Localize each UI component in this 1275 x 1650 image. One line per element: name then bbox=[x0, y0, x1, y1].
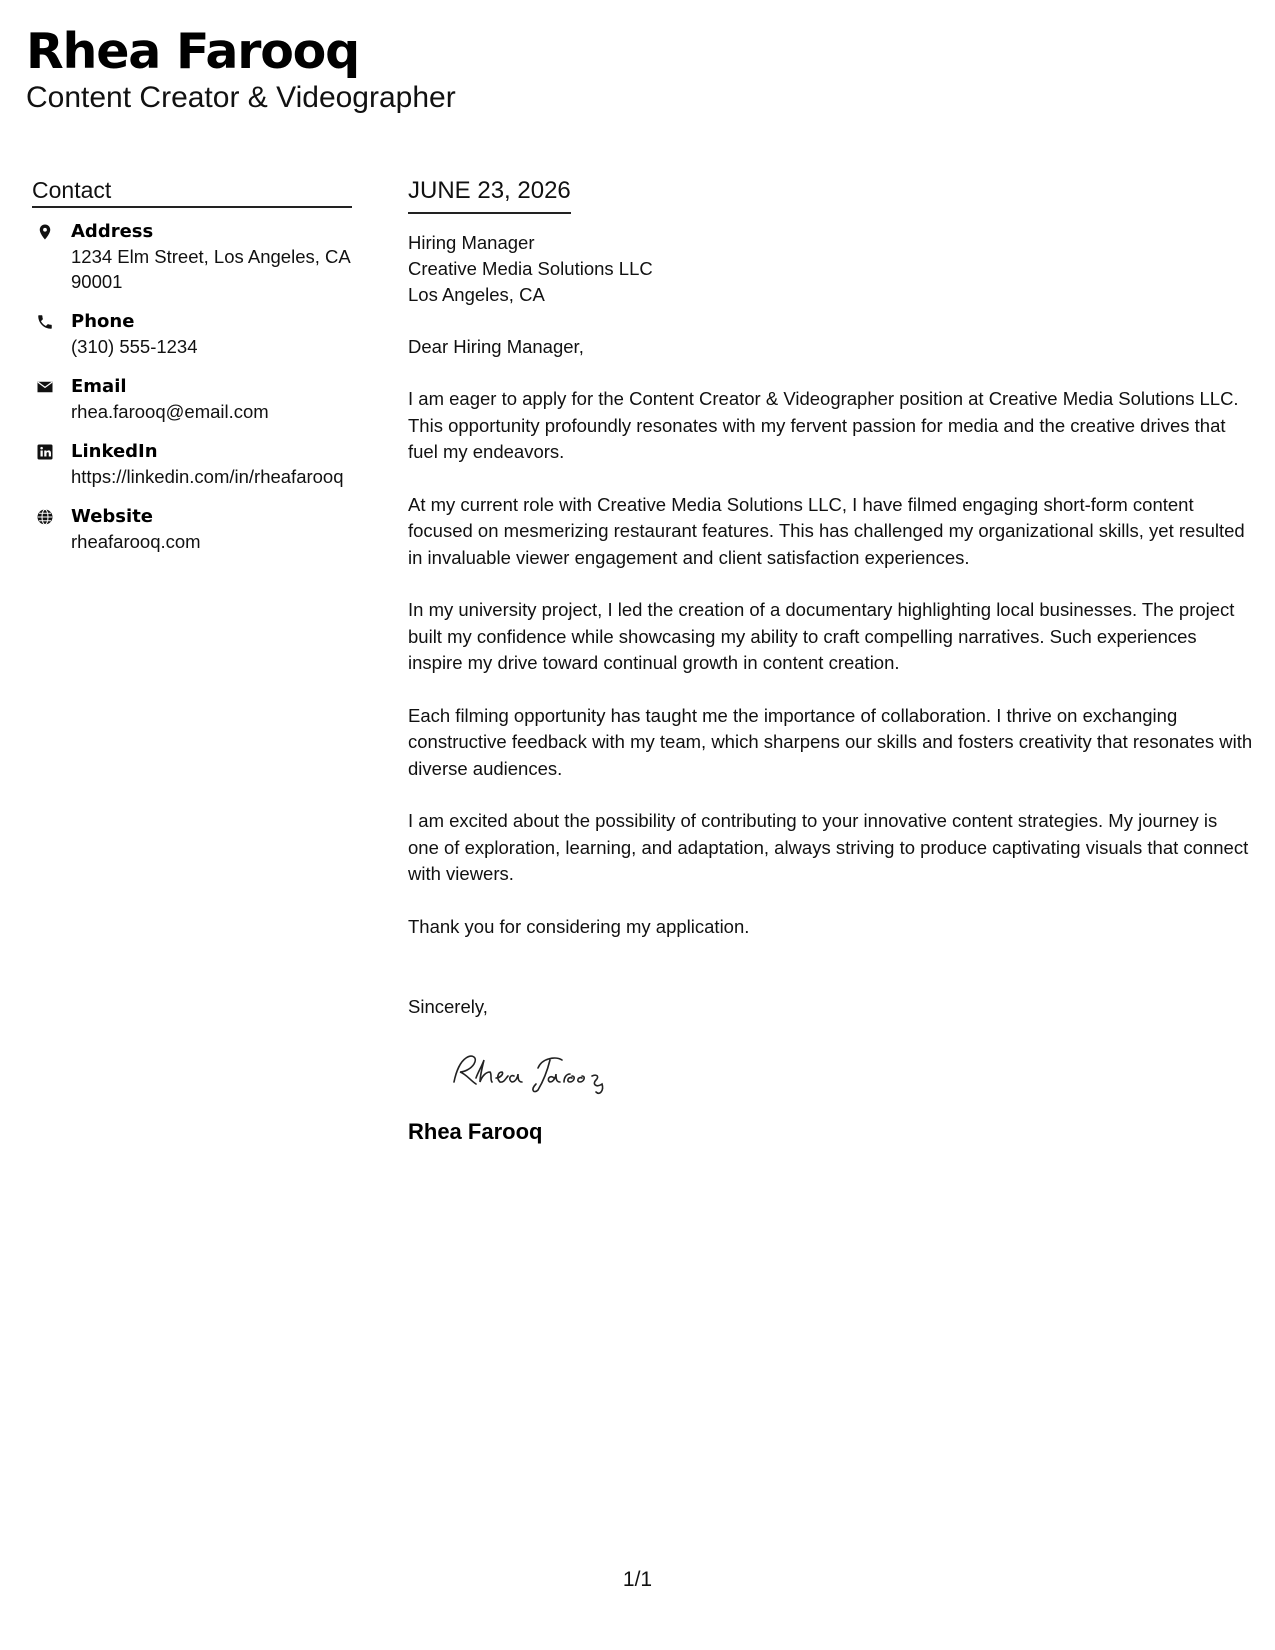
letter-date: JUNE 23, 2026 bbox=[408, 176, 571, 214]
contact-value-phone: (310) 555-1234 bbox=[71, 336, 198, 357]
contact-value-website[interactable]: rheafarooq.com bbox=[71, 531, 201, 552]
contact-value-address: 1234 Elm Street, Los Angeles, CA 90001 bbox=[71, 246, 350, 292]
recipient-location: Los Angeles, CA bbox=[408, 284, 545, 305]
recipient-block bbox=[408, 230, 1253, 308]
contact-value-linkedin[interactable]: https://linkedin.com/in/rheafarooq bbox=[71, 466, 344, 487]
contact-list bbox=[32, 220, 352, 554]
letter-body bbox=[408, 176, 1253, 1146]
header bbox=[26, 22, 456, 116]
signer-name: Rhea Farooq bbox=[408, 1119, 543, 1144]
body-paragraph: I am eager to apply for the Content Creator & Videographer position at Creative Media Solutions LLC. This opportunity profoundly resonates with my fervent passion for media and the creative drives that fuel my endeavors. bbox=[408, 388, 1239, 462]
candidate-title: Content Creator & Videographer bbox=[26, 81, 456, 114]
handwritten-signature bbox=[408, 1048, 1253, 1100]
contact-label: Phone bbox=[71, 311, 135, 332]
contact-item-linkedin bbox=[32, 440, 352, 489]
contact-label: Email bbox=[71, 376, 127, 397]
contact-item-address bbox=[32, 220, 352, 294]
contact-item-email bbox=[32, 375, 352, 424]
contact-sidebar bbox=[32, 176, 352, 570]
contact-label: Website bbox=[71, 506, 154, 527]
phone-icon bbox=[36, 313, 54, 331]
recipient-title: Hiring Manager bbox=[408, 232, 535, 253]
globe-icon bbox=[36, 508, 54, 526]
body-paragraph: I am excited about the possibility of contributing to your innovative content strategies. My journey is one of exploration, learning, and adaptation, always striving to produce captivating visuals that connect with viewers. bbox=[408, 810, 1249, 884]
map-pin-icon bbox=[36, 223, 54, 241]
body-paragraph: Thank you for considering my application. bbox=[408, 915, 750, 937]
contact-value-email[interactable]: rhea.farooq@email.com bbox=[71, 401, 269, 422]
closing: Sincerely, bbox=[408, 996, 488, 1017]
linkedin-icon bbox=[36, 443, 54, 461]
candidate-name: Rhea Farooq bbox=[26, 23, 360, 80]
contact-section-title: Contact bbox=[32, 176, 352, 208]
page-number: 1/1 bbox=[622, 1568, 653, 1591]
contact-label: Address bbox=[71, 221, 154, 242]
body-paragraph: Each filming opportunity has taught me the importance of collaboration. I thrive on exchanging constructive feedback with my team, which sharpens our skills and fosters creativity that resonates with diverse audiences. bbox=[408, 704, 1253, 779]
contact-label: LinkedIn bbox=[71, 441, 158, 462]
recipient-company: Creative Media Solutions LLC bbox=[408, 258, 653, 279]
contact-item-website bbox=[32, 505, 352, 554]
salutation: Dear Hiring Manager, bbox=[408, 336, 584, 357]
envelope-icon bbox=[36, 378, 54, 396]
body-paragraph: At my current role with Creative Media Solutions LLC, I have filmed engaging short-form content focused on mesmerizing restaurant features. This has challenged my organizational skills, yet resulted in invaluable viewer engagement and client satisfaction experiences. bbox=[408, 493, 1245, 568]
contact-item-phone bbox=[32, 310, 352, 359]
body-paragraph: In my university project, I led the creation of a documentary highlighting local businesses. The project built my confidence while showcasing my ability to craft compelling narratives. Such experiences inspire my drive toward continual growth in content creation. bbox=[408, 599, 1235, 673]
